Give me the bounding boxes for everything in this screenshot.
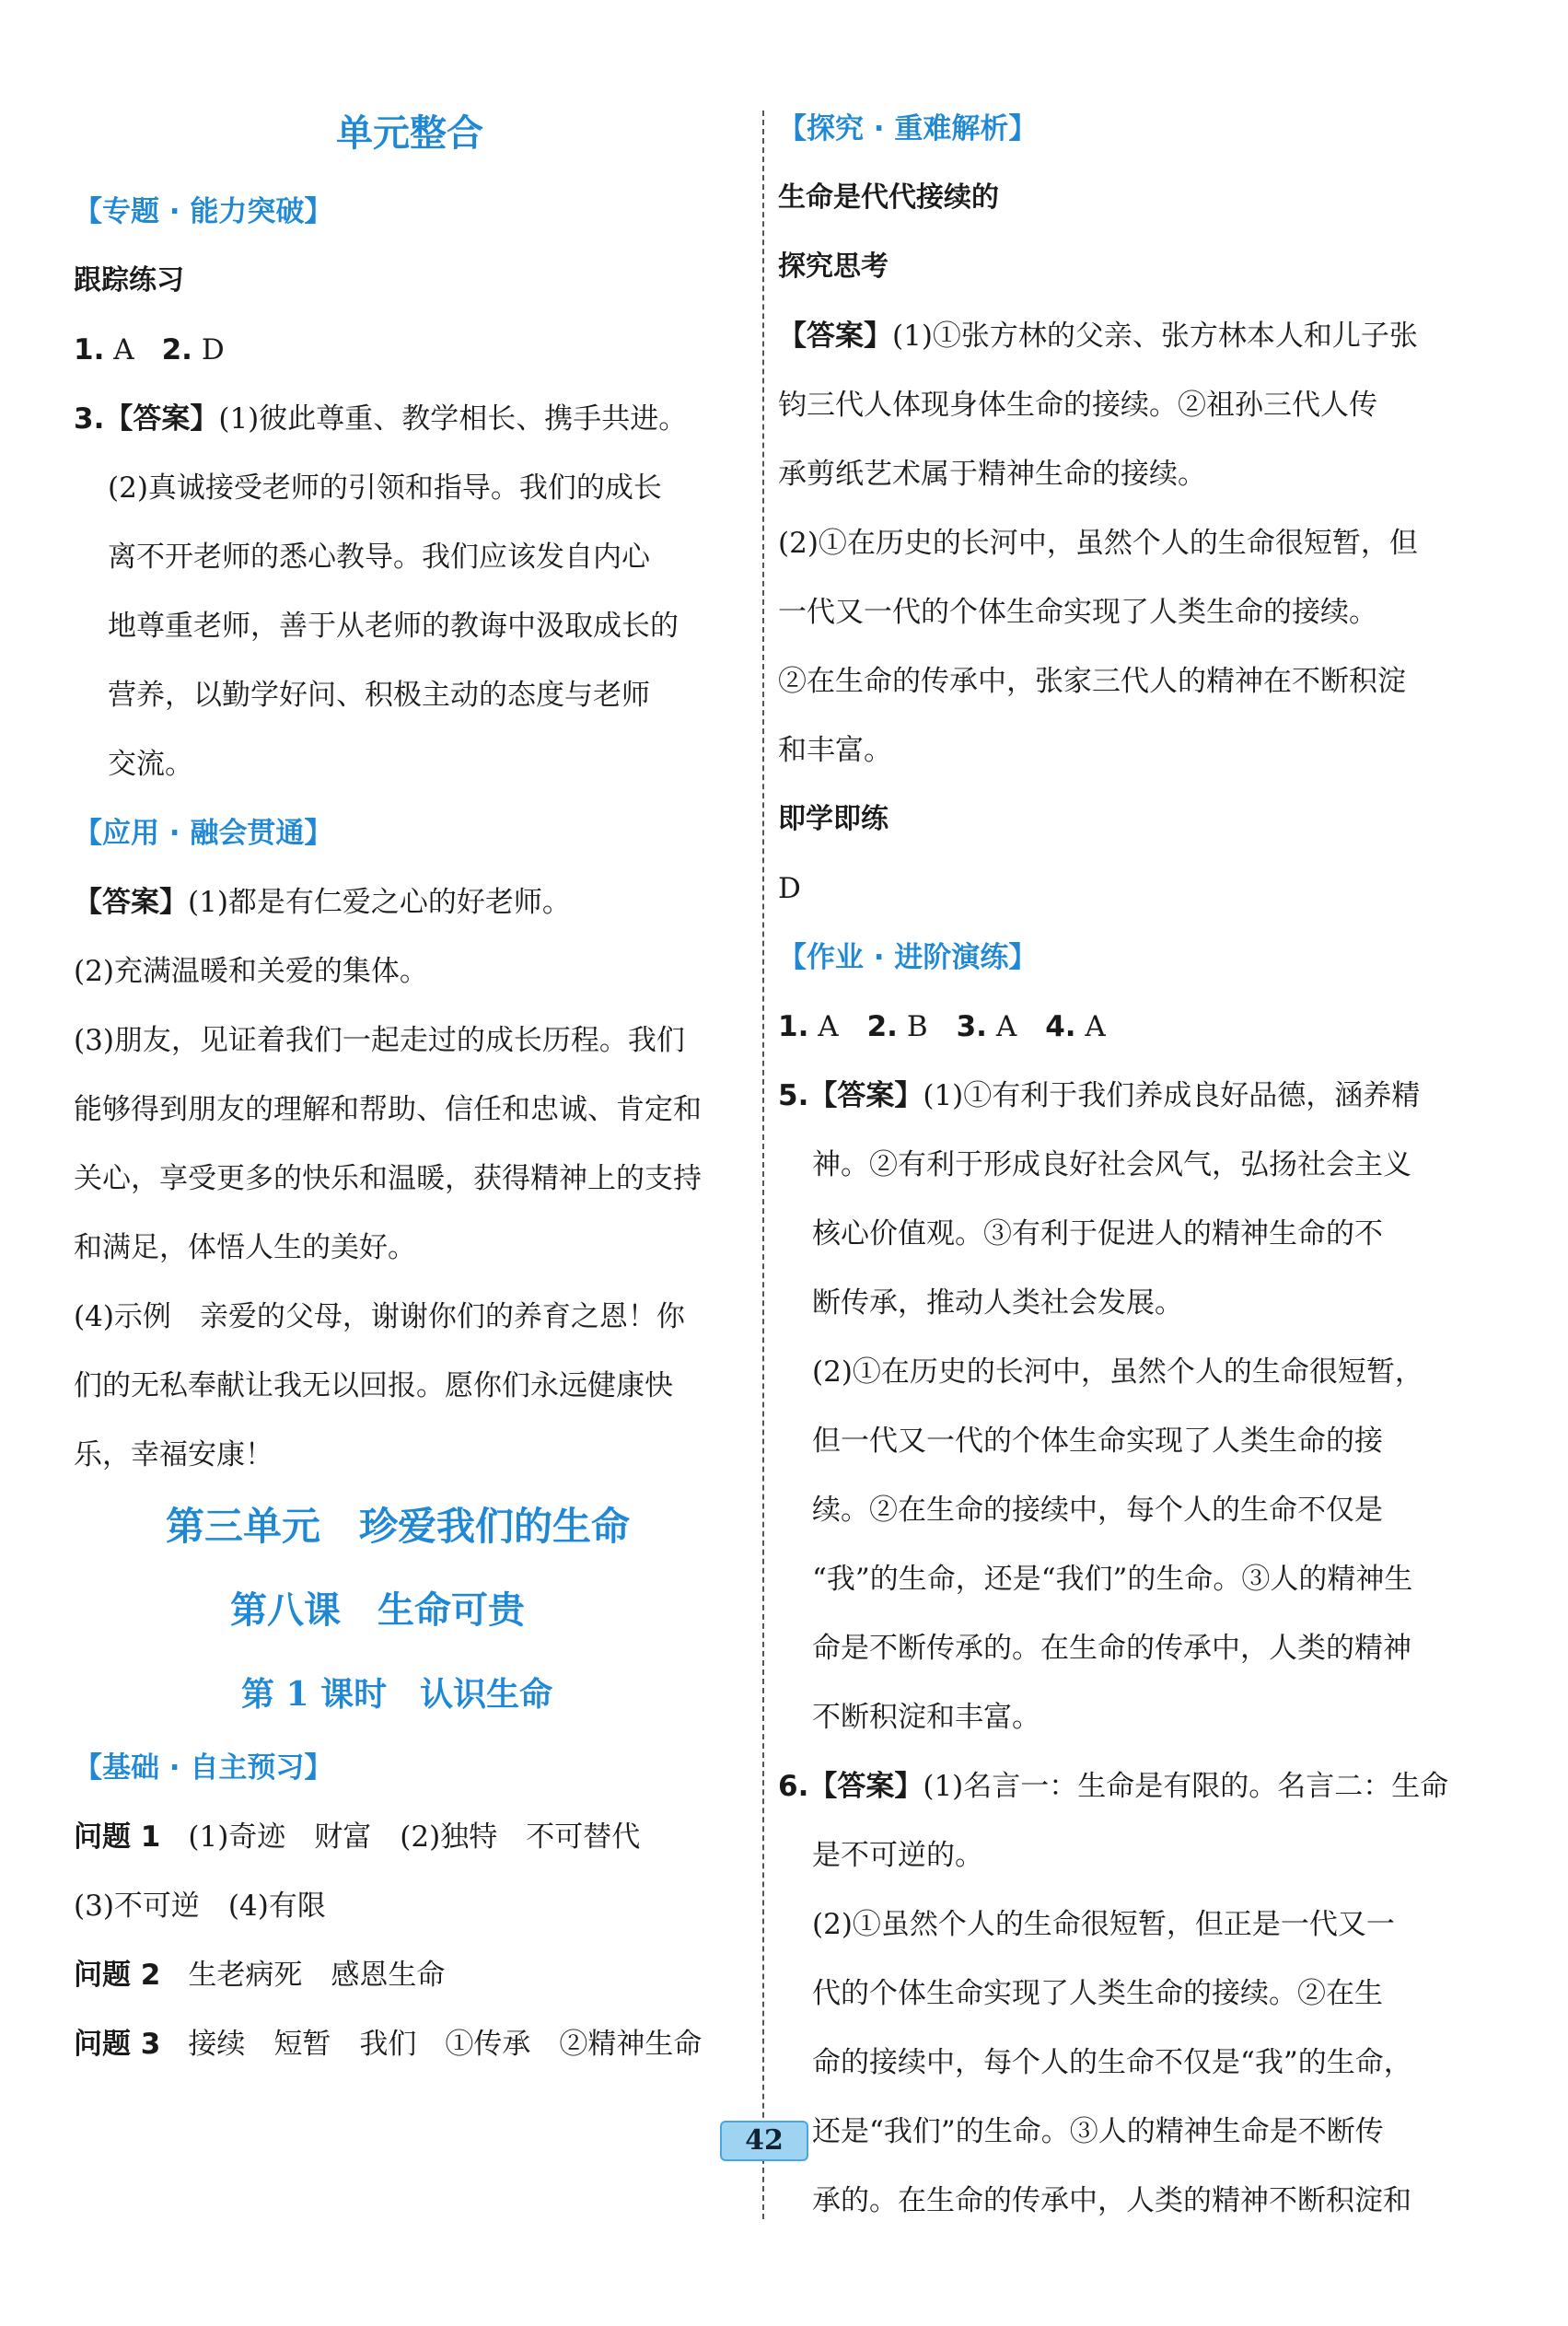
yingyong-answer-tag: 【答案】	[74, 886, 188, 919]
yingyong-line-9: 乐，幸福安康！	[74, 1438, 273, 1471]
question-3-label: 问题 3	[74, 2028, 161, 2061]
question-2-label: 问题 2	[74, 1959, 161, 1992]
q5-line-8: “我”的生命，还是“我们”的生命。③人的精神生	[812, 1563, 1413, 1596]
tanjiu-line-4: (2)①在历史的长河中，虽然个人的生命很短暂，但	[778, 527, 1418, 560]
q5-line-2: 神。②有利于形成良好社会风气，弘扬社会主义	[812, 1148, 1411, 1181]
zuoye-q1-number: 1.	[778, 1010, 809, 1043]
q5-line-10: 不断积淀和丰富。	[812, 1701, 1040, 1734]
q3-line-3: 离不开老师的悉心教导。我们应该发自内心	[108, 541, 650, 574]
tanjiu-line-2: 钧三代人体现身体生命的接续。②祖孙三代人传	[778, 389, 1377, 422]
question-1-text: (1)奇迹 财富 (2)独特 不可替代	[188, 1820, 641, 1854]
q3-line-2: (2)真诚接受老师的引领和指导。我们的成长	[108, 471, 662, 505]
subheading-genzong: 跟踪练习	[74, 264, 184, 297]
q5-number: 5.	[778, 1079, 809, 1112]
tanjiu-line-7: 和丰富。	[778, 734, 892, 767]
q3-line-5: 营养，以勤学好问、积极主动的态度与老师	[108, 679, 650, 712]
question-1-line-2: (3)不可逆 (4)有限	[74, 1890, 326, 1923]
q5-line-5: (2)①在历史的长河中，虽然个人的生命很短暂，	[812, 1355, 1423, 1389]
q6-line-4: 代的个体生命实现了人类生命的接续。②在生	[812, 1977, 1383, 2010]
page-number-badge: 42	[720, 2121, 808, 2161]
tanjiu-line-3: 承剪纸艺术属于精神生命的接续。	[778, 458, 1206, 491]
tanjiu-line-6: ②在生命的传承中，张家三代人的精神在不断积淀	[778, 665, 1406, 698]
section-heading-yingyong: 【应用 · 融会贯通】	[74, 817, 333, 850]
zuoye-q2-number: 2.	[866, 1010, 898, 1043]
tanjiu-line-1	[778, 318, 1418, 355]
yingyong-line-3: (3)朋友，见证着我们一起走过的成长历程。我们	[74, 1024, 685, 1057]
q6-line-1	[778, 1768, 1448, 1805]
q2-answer: D	[192, 333, 225, 366]
zuoye-q3-number: 3.	[956, 1010, 987, 1043]
q5-line-6: 但一代又一代的个体生命实现了人类生命的接	[812, 1425, 1383, 1458]
q6-line-3: (2)①虽然个人的生命很短暂，但正是一代又一	[812, 1908, 1395, 1941]
yingyong-line-4: 能够得到朋友的理解和帮助、信任和忠诚、肯定和	[74, 1093, 702, 1126]
topic-heading: 生命是代代接续的	[778, 181, 999, 214]
q5-line-7: 续。②在生命的接续中，每个人的生命不仅是	[812, 1494, 1383, 1527]
q6-line-6: 还是“我们”的生命。③人的精神生命是不断传	[812, 2115, 1384, 2148]
zuoye-q4-answer: A	[1075, 1010, 1106, 1043]
period-one-title: 第 1 课时 认识生命	[241, 1675, 553, 1714]
zuoye-q4-number: 4.	[1045, 1010, 1076, 1043]
q6-line-5: 命的接续中，每个人的生命不仅是“我”的生命，	[812, 2046, 1412, 2079]
q5-answer-tag: 【答案】	[808, 1079, 923, 1112]
q3-text-1: (1)彼此尊重、教学相长、携手共进。	[218, 402, 688, 436]
subheading-jixue-jilian: 即学即练	[778, 803, 889, 835]
q5-line-4: 断传承，推动人类社会发展。	[812, 1286, 1183, 1320]
q5-text-1: (1)①有利于我们养成良好品德，涵养精	[923, 1079, 1421, 1112]
section-heading-zuoye: 【作业 · 进阶演练】	[778, 941, 1038, 974]
q3-number: 3.	[74, 402, 105, 436]
section-heading-tanjiu: 【探究 · 重难解析】	[778, 112, 1038, 145]
q3-line-6: 交流。	[108, 748, 193, 781]
question-2-text: 生老病死 感恩生命	[188, 1959, 446, 1992]
q6-number: 6.	[778, 1770, 809, 1803]
tanjiu-text-1: (1)①张方林的父亲、张方林本人和儿子张	[892, 320, 1418, 353]
section-heading-jichu: 【基础 · 自主预习】	[74, 1751, 333, 1785]
question-3-text: 接续 短暂 我们 ①传承 ②精神生命	[188, 2028, 703, 2061]
question-3-line	[74, 2026, 702, 2063]
column-divider	[762, 110, 764, 2219]
yingyong-line-2: (2)充满温暖和关爱的集体。	[74, 955, 428, 988]
q2-number: 2.	[161, 333, 192, 366]
yingyong-line-7: (4)示例 亲爱的父母，谢谢你们的养育之恩！你	[74, 1300, 685, 1333]
jixue-jilian-answer: D	[778, 872, 801, 905]
q5-line-9: 命是不断传承的。在生命的传承中，人类的精神	[812, 1632, 1411, 1665]
q6-line-2: 是不可逆的。	[812, 1839, 983, 1872]
question-1-line	[74, 1819, 640, 1855]
q3-answer-tag: 【答案】	[104, 402, 219, 436]
lesson-eight-title: 第八课 生命可贵	[230, 1588, 525, 1632]
yingyong-line-5: 关心，享受更多的快乐和温暖，获得精神上的支持	[74, 1162, 702, 1195]
q3-line-1	[74, 401, 687, 437]
q1-answer: A	[104, 333, 134, 366]
tanjiu-answer-tag: 【答案】	[778, 320, 892, 353]
q6-text-1: (1)名言一：生命是有限的。名言二：生命	[923, 1770, 1449, 1803]
answer-line-q1-q2	[74, 331, 225, 368]
zuoye-q3-answer: A	[986, 1010, 1046, 1043]
question-2-line	[74, 1957, 445, 1994]
q1-number: 1.	[74, 333, 105, 366]
q3-line-4: 地尊重老师，善于从老师的教诲中汲取成长的	[108, 610, 679, 643]
q6-answer-tag: 【答案】	[808, 1770, 923, 1803]
section-heading-zhuanti: 【专题 · 能力突破】	[74, 195, 333, 228]
yingyong-line-1	[74, 884, 571, 921]
unit-three-title: 第三单元 珍爱我们的生命	[166, 1504, 631, 1549]
question-1-label: 问题 1	[74, 1820, 161, 1854]
yingyong-line-6: 和满足，体悟人生的美好。	[74, 1231, 416, 1264]
q5-line-3: 核心价值观。③有利于促进人的精神生命的不	[812, 1217, 1383, 1250]
zuoye-q2-answer: B	[897, 1010, 957, 1043]
subheading-tanjiu-sikao: 探究思考	[778, 250, 889, 283]
zuoye-answers-1-4	[778, 1008, 1106, 1045]
tanjiu-line-5: 一代又一代的个体生命实现了人类生命的接续。	[778, 596, 1377, 629]
q6-line-7: 承的。在生命的传承中，人类的精神不断积淀和	[812, 2184, 1411, 2217]
q5-line-1	[778, 1077, 1420, 1114]
yingyong-line-8: 们的无私奉献让我无以回报。愿你们永远健康快	[74, 1369, 673, 1402]
unit-summary-title: 单元整合	[336, 112, 483, 155]
zuoye-q1-answer: A	[808, 1010, 867, 1043]
yingyong-text-1: (1)都是有仁爱之心的好老师。	[188, 886, 571, 919]
